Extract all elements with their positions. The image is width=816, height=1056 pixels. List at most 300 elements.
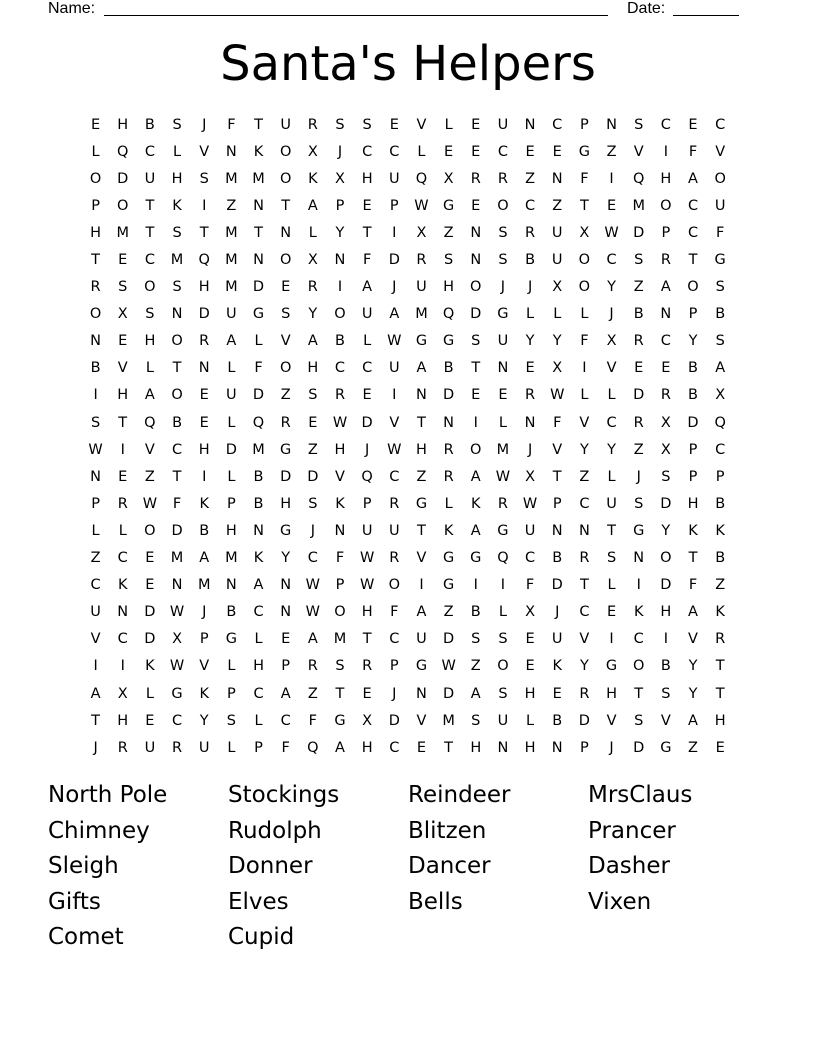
grid-letter[interactable]: I [337,279,343,296]
grid-letter[interactable]: A [389,306,400,323]
grid-letter[interactable]: L [580,387,589,404]
grid-letter[interactable]: J [202,604,207,621]
grid-letter[interactable]: T [199,224,209,241]
grid-letter[interactable]: N [171,306,183,323]
grid-letter[interactable]: A [416,604,427,621]
grid-letter[interactable]: V [552,441,563,458]
grid-letter[interactable]: Q [361,468,373,485]
grid-letter[interactable]: K [552,658,562,675]
grid-letter[interactable]: C [552,116,563,133]
grid-letter[interactable]: U [551,224,563,241]
grid-letter[interactable]: Q [415,170,428,187]
grid-letter[interactable]: D [470,306,482,323]
grid-letter[interactable]: Y [552,333,562,350]
grid-letter[interactable]: I [392,224,397,241]
grid-letter[interactable]: K [715,522,725,539]
grid-letter[interactable]: T [145,197,155,214]
grid-letter[interactable]: B [660,658,671,675]
grid-letter[interactable]: A [660,279,671,296]
grid-letter[interactable]: E [118,252,128,269]
grid-letter[interactable]: T [362,224,372,241]
grid-letter[interactable]: D [307,468,319,485]
grid-letter[interactable]: S [444,252,454,269]
grid-letter[interactable]: E [525,631,535,648]
grid-letter[interactable]: E [471,387,481,404]
grid-letter[interactable]: C [606,252,617,269]
name-field-line[interactable] [104,15,608,16]
grid-letter[interactable]: R [334,387,346,404]
grid-letter[interactable]: U [388,360,400,377]
grid-letter[interactable]: Z [416,468,427,485]
grid-letter[interactable]: Q [632,170,645,187]
grid-letter[interactable]: S [145,306,155,323]
grid-letter[interactable]: C [389,631,400,648]
grid-letter[interactable]: C [606,414,617,431]
grid-letter[interactable]: X [117,306,128,323]
grid-letter[interactable]: L [308,224,317,241]
grid-letter[interactable]: N [280,224,292,241]
grid-letter[interactable]: O [89,170,102,187]
grid-letter[interactable]: H [470,739,482,756]
grid-letter[interactable]: E [145,577,155,594]
grid-letter[interactable]: N [225,577,237,594]
grid-letter[interactable]: V [633,143,644,160]
grid-letter[interactable]: L [607,387,616,404]
grid-letter[interactable]: R [307,279,318,296]
grid-letter[interactable]: D [144,604,156,621]
grid-letter[interactable]: D [225,441,237,458]
grid-letter[interactable]: R [307,658,318,675]
grid-letter[interactable]: C [389,468,400,485]
grid-letter[interactable]: R [117,495,128,512]
grid-letter[interactable]: H [524,685,536,702]
grid-letter[interactable]: L [254,333,263,350]
grid-letter[interactable]: Y [579,441,589,458]
grid-letter[interactable]: O [171,333,183,350]
grid-letter[interactable]: T [172,360,182,377]
grid-letter[interactable]: X [552,279,563,296]
grid-letter[interactable]: O [714,170,726,187]
grid-letter[interactable]: H [687,495,699,512]
grid-letter[interactable]: K [443,522,454,539]
grid-letter[interactable]: R [633,333,644,350]
grid-letter[interactable]: P [335,197,345,214]
grid-letter[interactable]: M [632,197,645,214]
grid-letter[interactable]: F [390,604,399,621]
grid-letter[interactable]: T [172,468,182,485]
grid-letter[interactable]: W [414,197,429,214]
grid-letter[interactable]: F [688,577,698,594]
grid-letter[interactable]: Y [335,224,345,241]
grid-letter[interactable]: N [334,522,346,539]
grid-letter[interactable]: H [660,170,672,187]
grid-letter[interactable]: B [443,360,454,377]
grid-letter[interactable]: I [202,468,207,485]
grid-letter[interactable]: I [202,197,207,214]
grid-letter[interactable]: V [199,143,210,160]
grid-letter[interactable]: N [253,252,264,269]
grid-letter[interactable]: S [661,685,671,702]
grid-letter[interactable]: V [335,468,345,485]
grid-letter[interactable]: P [91,197,100,214]
grid-letter[interactable]: A [470,522,481,539]
grid-letter[interactable]: N [470,252,482,269]
grid-letter[interactable]: U [497,333,509,350]
grid-letter[interactable]: C [144,252,155,269]
grid-letter[interactable]: P [389,197,399,214]
date-field-line[interactable] [673,15,739,16]
grid-letter[interactable]: W [169,658,185,675]
grid-letter[interactable]: H [144,333,156,350]
grid-letter[interactable]: P [552,495,562,512]
grid-letter[interactable]: G [415,333,428,350]
grid-letter[interactable]: C [253,685,264,702]
grid-letter[interactable]: E [281,631,291,648]
grid-letter[interactable]: U [361,306,373,323]
grid-letter[interactable]: Z [144,468,155,485]
grid-letter[interactable]: P [715,468,725,485]
grid-letter[interactable]: C [525,550,536,567]
grid-letter[interactable]: L [607,468,616,485]
grid-letter[interactable]: H [334,441,346,458]
grid-letter[interactable]: U [361,522,373,539]
grid-letter[interactable]: D [361,414,373,431]
grid-letter[interactable]: R [172,739,183,756]
grid-letter[interactable]: H [443,279,455,296]
grid-letter[interactable]: A [688,170,698,187]
grid-letter[interactable]: M [333,631,347,648]
grid-letter[interactable]: P [362,495,372,512]
grid-letter[interactable]: P [688,441,698,458]
grid-letter[interactable]: H [171,170,183,187]
grid-letter[interactable]: O [687,279,699,296]
grid-letter[interactable]: T [281,197,291,214]
grid-letter[interactable]: G [497,522,509,539]
grid-letter[interactable]: Z [470,658,481,675]
grid-letter[interactable]: S [715,333,725,350]
grid-letter[interactable]: Z [552,197,563,214]
grid-letter[interactable]: E [362,387,372,404]
grid-letter[interactable]: C [307,550,318,567]
grid-letter[interactable]: L [227,658,236,675]
grid-letter[interactable]: L [417,143,426,160]
grid-letter[interactable]: C [579,495,590,512]
grid-letter[interactable]: J [392,279,397,296]
grid-letter[interactable]: K [335,495,345,512]
grid-letter[interactable]: U [416,279,427,296]
grid-letter[interactable]: A [688,604,698,621]
grid-letter[interactable]: E [661,360,671,377]
grid-letter[interactable]: N [470,224,482,241]
grid-letter[interactable]: P [688,306,698,323]
grid-letter[interactable]: E [471,143,481,160]
grid-letter[interactable]: B [552,550,563,567]
grid-letter[interactable]: S [118,279,128,296]
grid-letter[interactable]: A [307,197,318,214]
grid-letter[interactable]: J [392,685,397,702]
grid-letter[interactable]: S [634,252,644,269]
grid-letter[interactable]: N [524,116,536,133]
grid-letter[interactable]: Z [715,577,726,594]
grid-letter[interactable]: E [606,604,617,621]
grid-letter[interactable]: E [471,116,481,133]
grid-letter[interactable]: Z [633,441,644,458]
grid-letter[interactable]: N [551,522,563,539]
grid-letter[interactable]: N [578,522,590,539]
grid-letter[interactable]: I [609,631,614,648]
grid-letter[interactable]: K [253,550,264,567]
grid-letter[interactable]: Z [280,387,291,404]
grid-letter[interactable]: S [226,712,236,729]
grid-letter[interactable]: N [606,116,617,133]
grid-letter[interactable]: P [389,658,399,675]
grid-letter[interactable]: B [715,306,726,323]
grid-letter[interactable]: T [118,414,128,431]
grid-letter[interactable]: L [227,739,236,756]
grid-letter[interactable]: A [688,712,698,729]
grid-letter[interactable]: M [415,306,428,323]
grid-letter[interactable]: G [633,522,645,539]
grid-letter[interactable]: A [280,685,291,702]
grid-letter[interactable]: D [388,712,400,729]
grid-letter[interactable]: S [308,387,318,404]
grid-letter[interactable]: D [144,631,156,648]
grid-letter[interactable]: B [552,712,563,729]
grid-letter[interactable]: T [688,550,698,567]
grid-letter[interactable]: C [362,360,373,377]
grid-letter[interactable]: O [660,197,672,214]
grid-letter[interactable]: W [88,441,103,458]
grid-letter[interactable]: C [660,333,671,350]
grid-letter[interactable]: P [580,116,589,133]
grid-letter[interactable]: K [145,658,155,675]
grid-letter[interactable]: H [606,685,617,702]
grid-letter[interactable]: O [144,279,156,296]
grid-letter[interactable]: L [91,143,100,160]
grid-letter[interactable]: K [308,170,318,187]
grid-letter[interactable]: U [388,522,400,539]
grid-letter[interactable]: H [90,224,102,241]
grid-letter[interactable]: M [496,441,510,458]
grid-letter[interactable]: J [310,522,315,539]
grid-letter[interactable]: P [281,658,291,675]
grid-letter[interactable]: N [497,360,509,377]
grid-letter[interactable]: T [91,712,100,729]
grid-letter[interactable]: I [419,577,424,594]
grid-letter[interactable]: X [307,252,318,269]
grid-letter[interactable]: H [361,739,373,756]
grid-letter[interactable]: N [524,414,536,431]
grid-letter[interactable]: X [715,387,726,404]
grid-letter[interactable]: R [307,116,318,133]
grid-letter[interactable]: P [226,685,236,702]
grid-letter[interactable]: A [226,333,237,350]
grid-letter[interactable]: H [253,658,264,675]
grid-letter[interactable]: L [118,522,127,539]
grid-letter[interactable]: U [714,197,726,214]
grid-letter[interactable]: O [334,604,346,621]
grid-letter[interactable]: Z [579,468,590,485]
grid-letter[interactable]: P [199,631,209,648]
grid-letter[interactable]: A [199,550,210,567]
grid-letter[interactable]: Y [281,550,291,567]
grid-letter[interactable]: N [443,414,455,431]
grid-letter[interactable]: U [551,631,563,648]
grid-letter[interactable]: N [334,252,346,269]
grid-letter[interactable]: D [687,414,699,431]
grid-letter[interactable]: K [715,604,725,621]
grid-letter[interactable]: G [470,550,482,567]
grid-letter[interactable]: C [579,604,590,621]
grid-letter[interactable]: S [90,414,101,431]
grid-letter[interactable]: N [633,550,645,567]
grid-letter[interactable]: E [389,116,399,133]
grid-letter[interactable]: S [281,306,291,323]
grid-letter[interactable]: G [442,577,455,594]
grid-letter[interactable]: D [252,387,265,404]
grid-letter[interactable]: Y [607,279,616,296]
grid-letter[interactable]: V [144,441,155,458]
grid-letter[interactable]: F [308,712,317,729]
grid-letter[interactable]: E [199,414,209,431]
grid-letter[interactable]: P [91,495,100,512]
grid-letter[interactable]: W [387,333,402,350]
grid-letter[interactable]: U [551,252,563,269]
grid-letter[interactable]: U [280,116,291,133]
grid-letter[interactable]: S [362,116,372,133]
grid-letter[interactable]: B [199,522,210,539]
grid-letter[interactable]: S [471,333,481,350]
grid-letter[interactable]: M [252,170,265,187]
grid-letter[interactable]: N [280,604,292,621]
grid-letter[interactable]: S [172,224,182,241]
grid-letter[interactable]: C [171,441,183,458]
grid-letter[interactable]: F [580,170,589,187]
grid-letter[interactable]: P [254,739,263,756]
grid-letter[interactable]: U [416,631,427,648]
grid-letter[interactable]: C [144,143,155,160]
grid-letter[interactable]: L [498,414,507,431]
grid-letter[interactable]: X [525,468,536,485]
grid-letter[interactable]: F [553,414,562,431]
grid-letter[interactable]: M [170,550,184,567]
grid-letter[interactable]: S [172,116,182,133]
grid-letter[interactable]: C [525,197,536,214]
grid-letter[interactable]: X [416,224,427,241]
grid-letter[interactable]: A [307,333,318,350]
grid-letter[interactable]: G [497,306,509,323]
grid-letter[interactable]: I [392,387,397,404]
grid-letter[interactable]: X [552,360,563,377]
grid-letter[interactable]: R [280,414,291,431]
grid-letter[interactable]: N [497,739,509,756]
grid-letter[interactable]: V [606,712,617,729]
grid-letter[interactable]: H [280,495,292,512]
grid-letter[interactable]: G [415,658,428,675]
grid-letter[interactable]: S [606,550,617,567]
grid-letter[interactable]: R [416,252,427,269]
grid-letter[interactable]: I [500,577,506,594]
grid-letter[interactable]: B [253,495,264,512]
grid-letter[interactable]: R [117,739,128,756]
grid-letter[interactable]: P [688,468,698,485]
grid-letter[interactable]: S [498,252,508,269]
grid-letter[interactable]: Z [606,143,617,160]
grid-letter[interactable]: L [363,333,372,350]
grid-letter[interactable]: Q [307,739,319,756]
grid-letter[interactable]: K [471,495,481,512]
grid-letter[interactable]: D [660,495,672,512]
grid-letter[interactable]: M [225,279,238,296]
grid-letter[interactable]: N [551,170,563,187]
grid-letter[interactable]: S [471,712,481,729]
grid-letter[interactable]: D [388,252,400,269]
grid-letter[interactable]: U [524,522,536,539]
grid-letter[interactable]: N [225,143,237,160]
grid-letter[interactable]: D [551,577,563,594]
grid-letter[interactable]: H [117,387,129,404]
grid-letter[interactable]: O [171,387,183,404]
grid-letter[interactable]: E [552,685,562,702]
grid-letter[interactable]: Q [198,252,210,269]
grid-letter[interactable]: P [226,495,236,512]
grid-letter[interactable]: J [500,279,506,296]
grid-letter[interactable]: C [715,441,726,458]
grid-letter[interactable]: G [334,712,346,729]
grid-letter[interactable]: B [715,495,726,512]
grid-letter[interactable]: G [714,252,726,269]
grid-letter[interactable]: B [144,116,155,133]
grid-letter[interactable]: X [443,170,454,187]
grid-letter[interactable]: V [416,116,427,133]
grid-letter[interactable]: N [198,360,210,377]
grid-letter[interactable]: E [552,143,562,160]
grid-letter[interactable]: O [578,252,591,269]
grid-letter[interactable]: J [609,739,614,756]
grid-letter[interactable]: R [389,550,400,567]
grid-letter[interactable]: E [118,333,128,350]
grid-letter[interactable]: G [442,197,455,214]
grid-letter[interactable]: A [416,360,427,377]
grid-letter[interactable]: N [660,306,672,323]
grid-letter[interactable]: D [198,306,210,323]
grid-letter[interactable]: I [663,631,668,648]
grid-letter[interactable]: D [171,522,183,539]
grid-letter[interactable]: H [198,441,210,458]
grid-letter[interactable]: Y [308,306,318,323]
grid-letter[interactable]: O [279,143,292,160]
grid-letter[interactable]: T [715,658,725,675]
grid-letter[interactable]: I [120,441,125,458]
grid-letter[interactable]: O [388,577,400,594]
grid-letter[interactable]: W [359,550,375,567]
grid-letter[interactable]: N [117,604,129,621]
grid-letter[interactable]: S [634,116,644,133]
grid-letter[interactable]: S [715,279,725,296]
grid-letter[interactable]: W [522,495,538,512]
grid-letter[interactable]: X [117,685,128,702]
grid-letter[interactable]: T [335,685,345,702]
grid-letter[interactable]: B [335,333,345,350]
grid-letter[interactable]: V [688,631,698,648]
grid-letter[interactable]: Z [633,279,644,296]
grid-letter[interactable]: T [607,522,616,539]
grid-letter[interactable]: E [281,279,291,296]
grid-letter[interactable]: A [335,739,345,756]
grid-letter[interactable]: B [226,604,237,621]
grid-letter[interactable]: S [498,631,508,648]
grid-letter[interactable]: D [633,224,645,241]
